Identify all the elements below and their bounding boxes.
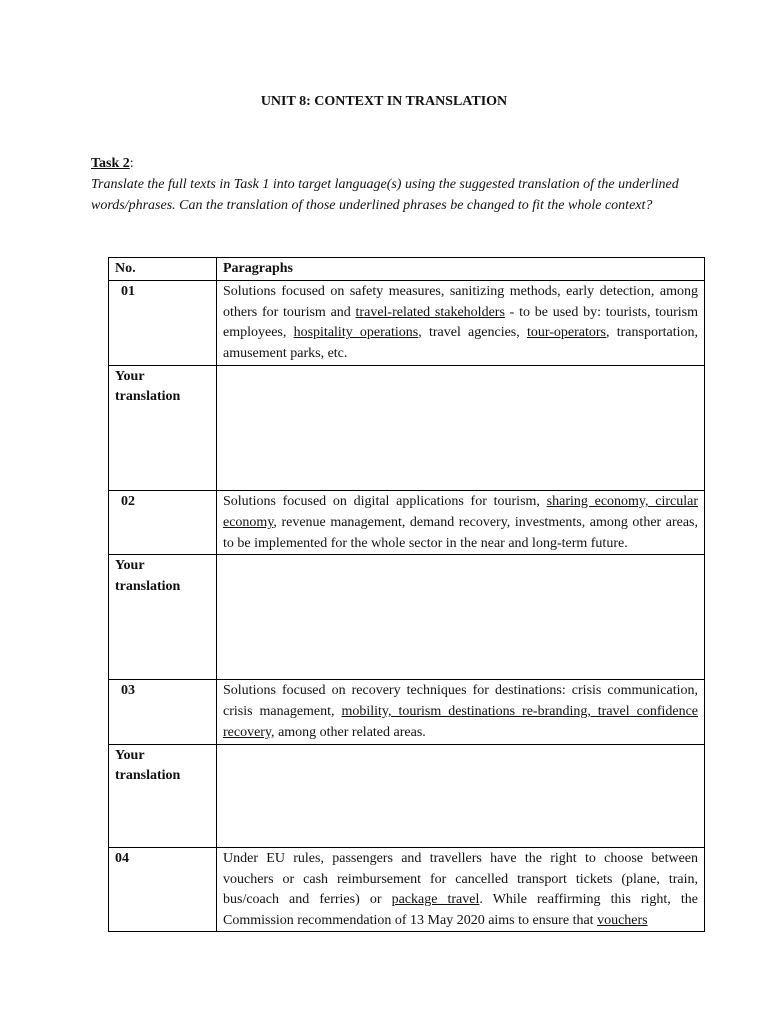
translation-row: [109, 365, 705, 490]
paragraph-text: - to be used by: tourists, tourism employees,: [223, 304, 699, 341]
translation-table: [108, 257, 705, 932]
paragraph-text: . While reaffirming this right, the Commission recommendation of 13 May 2020 aims to ensure that: [223, 892, 698, 929]
paragraph-cell: [217, 280, 705, 365]
translation-label-line1: Your: [115, 558, 145, 574]
row-number-cell: [109, 680, 217, 744]
underlined-phrase: sharing economy, circular economy: [223, 493, 699, 530]
header-paragraphs-cell: [217, 258, 705, 281]
translation-answer-cell[interactable]: [217, 365, 705, 490]
translation-answer-cell[interactable]: [217, 744, 705, 847]
table-row: [109, 490, 705, 554]
row-number: 02: [121, 493, 135, 509]
table-row: [109, 680, 705, 744]
task-heading: [91, 156, 134, 172]
translation-label-line2: translation: [115, 389, 181, 405]
header-paragraphs: Paragraphs: [223, 261, 293, 276]
translation-label-line2: translation: [115, 768, 181, 784]
paragraph-text: , travel agencies,: [418, 325, 527, 341]
translation-label-line1: Your: [115, 747, 145, 763]
translation-label-line1: Your: [115, 368, 145, 384]
page-title: UNIT 8: CONTEXT IN TRANSLATION: [260, 94, 508, 109]
table-row: [109, 280, 705, 365]
paragraph-text: Under EU rules, passengers and travellers have the right to choose between vouchers or cash reimbursement for cancelled transport tickets (plane, train, bus/coach and ferries) or: [223, 850, 698, 908]
paragraph-text: Solutions focused on recovery techniques for destinations: crisis communication, crisis management,: [223, 683, 698, 720]
paragraph-text: among other related areas.: [274, 724, 426, 740]
translation-row: [109, 744, 705, 847]
row-number-cell: [109, 280, 217, 365]
underlined-phrase: hospitality operations: [293, 325, 419, 341]
table-row: [109, 847, 705, 931]
row-number: 01: [121, 283, 135, 299]
paragraph-text: , transportation, amusement parks, etc.: [223, 325, 698, 362]
translation-label-line2: translation: [115, 578, 181, 594]
underlined-phrase: vouchers: [597, 913, 648, 929]
paragraph-clip: [223, 849, 698, 931]
translation-row: [109, 555, 705, 680]
header-no-cell: [109, 258, 217, 281]
task-colon: :: [129, 156, 134, 171]
translation-answer-cell[interactable]: [217, 555, 705, 680]
underlined-phrase: package travel: [391, 892, 480, 908]
paragraph-cell: [217, 680, 705, 744]
paragraph-text: , revenue management, demand recovery, investments, among other areas, to be implemented for the whole sector in the near and long-term future.: [223, 514, 698, 551]
header-no: No.: [115, 261, 136, 276]
translation-label-cell: [109, 744, 217, 847]
paragraph-cell: [217, 847, 705, 931]
underlined-phrase: travel-related stakeholders: [355, 304, 505, 320]
paragraph-text: Solutions focused on digital applications for tourism,: [223, 493, 547, 509]
task-label: Task 2: [91, 156, 130, 171]
row-number-cell: [109, 490, 217, 554]
underlined-phrase: tour-operators: [526, 325, 607, 341]
paragraph-text: Solutions focused on safety measures, sanitizing methods, early detection, among others for tourism and: [223, 283, 698, 320]
translation-label-cell: [109, 365, 217, 490]
row-number: 04: [115, 850, 129, 866]
table-header-row: [109, 258, 705, 281]
paragraph-cell: [217, 490, 705, 554]
translation-label-cell: [109, 555, 217, 680]
row-number-cell: [109, 847, 217, 931]
row-number: 03: [121, 683, 135, 699]
task-instructions: Translate the full texts in Task 1 into target language(s) using the suggested translation of the underlined words/phrases. Can the translation of those underlined phrases be changed to fit the whole context?: [91, 177, 679, 213]
underlined-phrase: mobility, tourism destinations re-branding, travel confidence recovery,: [223, 704, 699, 740]
